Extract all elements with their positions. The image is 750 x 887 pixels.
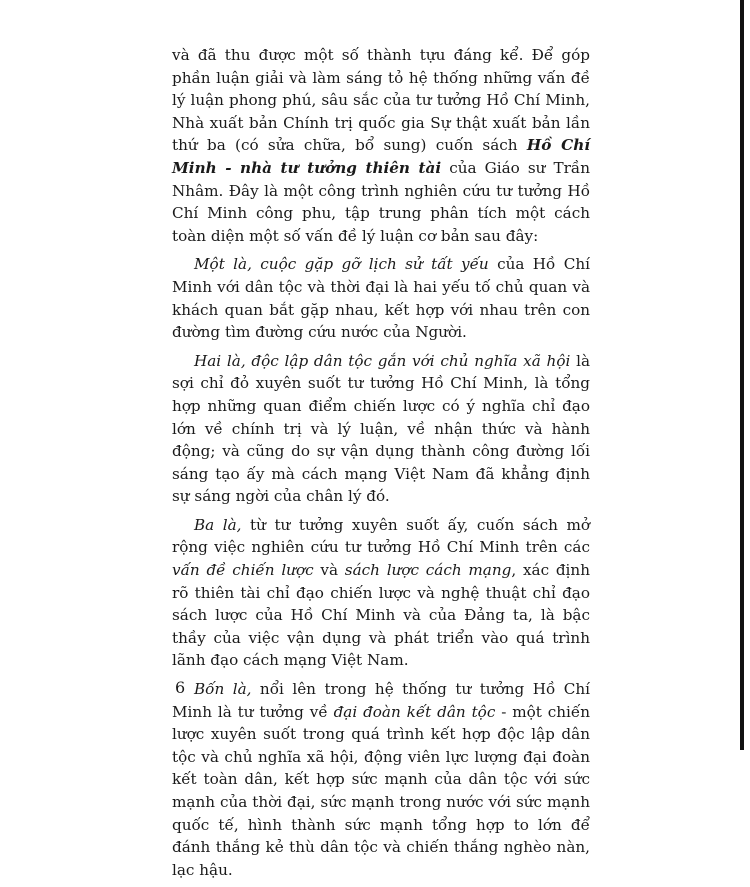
point-three-lead: Ba là,: [194, 515, 242, 534]
paragraph-point-one: [172, 253, 590, 343]
paragraph-point-three: [172, 514, 590, 672]
body-text: [172, 44, 590, 887]
page-edge-shadow: [740, 0, 744, 750]
intro-text-2: của Giáo sư Trần Nhâm. Đây là một công trình nghiên cứu tư tưởng Hồ Chí Minh công phu, tập trung phân tích một cách toàn diện một số vấn đề lý luận cơ bản sau đây:: [172, 158, 590, 245]
paragraph-point-two: [172, 350, 590, 508]
point-four-text-1: nổi lên trong hệ thống tư tưởng Hồ Chí Minh là tư tưởng về: [172, 680, 590, 721]
point-four-emph: đại đoàn kết dân tộc: [333, 702, 496, 721]
paragraph-point-four: [172, 678, 590, 881]
point-three-text-1: từ tư tưởng xuyên suốt ấy, cuốn sách mở rộng việc nghiên cứu tư tưởng Hồ Chí Minh trên các: [172, 515, 590, 557]
point-three-emph-1: vấn đề chiến lược: [172, 561, 314, 580]
point-one-lead: Một là, cuộc gặp gỡ lịch sử tất yếu: [194, 255, 489, 274]
point-two-lead: Hai là, độc lập dân tộc gắn với chủ nghĩa xã hội: [194, 351, 571, 370]
point-three-text-2: và: [313, 561, 345, 580]
point-two-text: là sợi chỉ đỏ xuyên suốt tư tưởng Hồ Chí Minh, là tổng hợp những quan điểm chiến lược có ý nghĩa chỉ đạo lớn về chính trị và lý luận, về nhận thức và hành động; và cũng do sự vận dụng thành công đường lối sáng tạo ấy mà cách mạng Việt Nam đã khẳng định sự sáng ngời của chân lý đó.: [172, 351, 590, 506]
point-three-text-3: , xác định rõ thiên tài chỉ đạo chiến lược và nghệ thuật chỉ đạo sách lược của Hồ Chí Minh và của Đảng ta, là bậc thầy của việc vận dụng và phát triển vào quá trình lãnh đạo cách mạng Việt Nam.: [172, 561, 590, 670]
paragraph-intro: [172, 44, 590, 247]
point-four-text-2: - một chiến lược xuyên suốt trong quá trình kết hợp độc lập dân tộc và chủ nghĩa xã hội, động viên lực lượng đại đoàn kết toàn dân, kết hợp sức mạnh của dân tộc với sức mạnh của thời đại, sức mạnh trong nước với sức mạnh quốc tế, hình thành sức mạnh tổng hợp to lớn để đánh thắng kẻ thù dân tộc và chiến thắng nghèo nàn, lạc hậu.: [172, 702, 590, 879]
point-three-emph-2: sách lược cách mạng: [344, 561, 512, 580]
book-title: Hồ Chí Minh - nhà tư tưởng thiên tài: [172, 136, 591, 177]
point-one-text: của Hồ Chí Minh với dân tộc và thời đại là hai yếu tố chủ quan và khách quan bắt gặp nhau, kết hợp với nhau trên con đường tìm đường cứu nước của Người.: [172, 255, 590, 342]
point-four-lead: Bốn là,: [194, 680, 252, 699]
intro-text-1: và đã thu được một số thành tựu đáng kể. Để góp phần luận giải và làm sáng tỏ hệ thống những vấn đề lý luận phong phú, sâu sắc của tư tưởng Hồ Chí Minh, Nhà xuất bản Chính trị quốc gia Sự thật xuất bản lần thứ ba (có sửa chữa, bổ sung) cuốn sách: [172, 46, 590, 155]
page-number: 6: [175, 678, 186, 697]
